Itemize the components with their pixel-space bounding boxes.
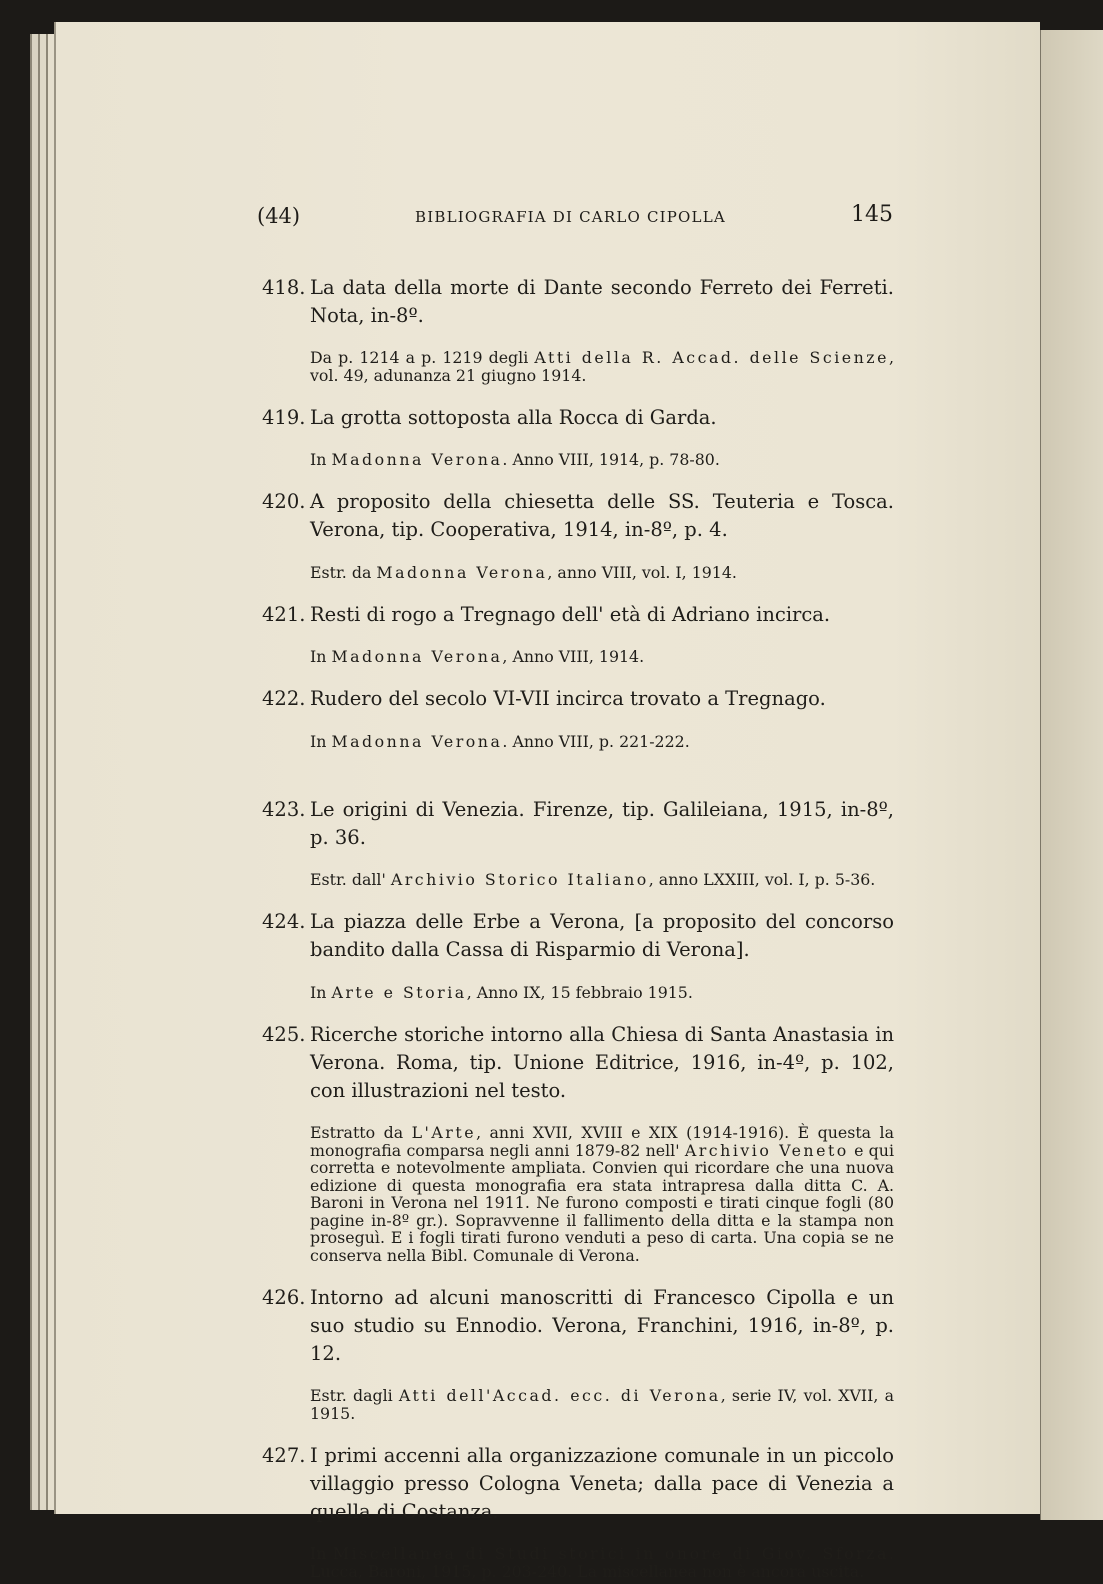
note-source: L'Arte bbox=[411, 1123, 477, 1142]
note-text: In bbox=[310, 982, 332, 1002]
entry-number: 425. bbox=[262, 1022, 306, 1046]
note-source: Madonna Verona bbox=[331, 731, 503, 751]
entry-note bbox=[262, 733, 894, 751]
note-text: In bbox=[310, 450, 332, 469]
entry-title: Le origini di Venezia. Firenze, tip. Galileiana, 1915, in-8º, p. 36. bbox=[310, 797, 894, 849]
note-source: Madonna Verona bbox=[331, 647, 503, 666]
entry-note bbox=[262, 451, 894, 469]
note-text: , Anno VIII, 1914. bbox=[502, 647, 645, 666]
note-text: . Anno VIII, 1914, p. 78-80. bbox=[502, 450, 720, 469]
entry-title: La piazza delle Erbe a Verona, [a proposito del concorso bandito dalla Cassa di Risparmio di Verona]. bbox=[310, 910, 894, 961]
entry-418 bbox=[262, 274, 894, 385]
entry-note bbox=[262, 1124, 894, 1264]
entry-number: 422. bbox=[262, 687, 306, 710]
entry-text bbox=[262, 404, 894, 432]
entry-420 bbox=[262, 488, 894, 581]
note-source: Madonna Verona bbox=[376, 562, 548, 582]
note-text: , anno LXXIII, vol. I, p. 5-36. bbox=[648, 870, 876, 889]
entry-424 bbox=[262, 908, 894, 1001]
entry-title: Intorno ad alcuni manoscritti di Francesco Cipolla e un suo studio su Ennodio. Verona, Franchini, 1916, in-8º, p. 12. bbox=[310, 1285, 894, 1365]
note-text: In bbox=[310, 647, 332, 666]
note-text: e qui corretta e notevolmente ampliata. Convien qui ricordare che una nuova edizione di questa monografia era stata intrapresa dalla ditta C. A. Baroni in Verona nel 1911. Ne furono composti e tirati cinque fogli (80 pagine in-8º gr.). Sopravvenne il fallimento della ditta e la stampa non proseguì. E i fogli tirati furono venduti a peso di carta. Una copia se ne conserva nella Bibl. Comunale di Verona. bbox=[310, 1140, 895, 1265]
entry-note bbox=[262, 564, 894, 582]
note-text: , serie IV, vol. XVII, a 1915. bbox=[310, 1386, 894, 1423]
facing-page-edge bbox=[1040, 30, 1103, 1520]
entry-text bbox=[262, 796, 894, 852]
note-text: . Lucca, Baroni, 1915, p. 203-240. La miscellanea non è ancora uscita. bbox=[310, 1544, 894, 1581]
entry-number: 427. bbox=[262, 1443, 306, 1467]
entry-title: A proposito della chiesetta delle SS. Teuteria e Tosca. Verona, tip. Cooperativa, 1914, in-8º, p. 4. bbox=[310, 490, 894, 541]
entry-title: La data della morte di Dante secondo Ferreto dei Ferreti. Nota, in-8º. bbox=[310, 275, 894, 327]
entry-note bbox=[262, 871, 894, 889]
entry-number: 419. bbox=[262, 405, 306, 429]
note-text: , anno VIII, vol. I, 1914. bbox=[547, 562, 737, 582]
entry-note bbox=[262, 349, 894, 384]
entry-text bbox=[262, 488, 894, 544]
entry-426 bbox=[262, 1284, 894, 1423]
entry-note bbox=[262, 648, 894, 666]
entry-number: 418. bbox=[262, 275, 306, 299]
entry-419 bbox=[262, 404, 894, 469]
page-number: 145 bbox=[851, 202, 893, 227]
bibliography-list bbox=[262, 254, 894, 1584]
entry-title: La grotta sottoposta alla Rocca di Garda. bbox=[310, 405, 717, 429]
entry-text bbox=[262, 908, 894, 964]
entry-421 bbox=[262, 601, 894, 666]
note-source: Archivio Storico Italiano bbox=[390, 870, 649, 889]
entry-number: 424. bbox=[262, 910, 306, 933]
note-source: Miscellanea di Studi storici in onore di Giov. Sforza bbox=[332, 1544, 889, 1563]
note-text: Estr. da bbox=[310, 562, 377, 582]
entry-text bbox=[262, 1284, 894, 1368]
entry-422 bbox=[262, 685, 894, 750]
entry-425 bbox=[262, 1021, 894, 1265]
header-page-ref: (44) bbox=[257, 204, 301, 228]
header-title: BIBLIOGRAFIA DI CARLO CIPOLLA bbox=[415, 208, 726, 226]
note-text: , anni XVII, XVIII e XIX (1914-1916). È questa la monografia comparsa negli anni 1879-82 nell' bbox=[310, 1123, 894, 1160]
entry-text bbox=[262, 274, 894, 330]
note-text: Estr. dagli bbox=[310, 1386, 399, 1405]
note-source: Arte e Storia bbox=[331, 982, 467, 1002]
note-text: Estratto da bbox=[310, 1123, 412, 1142]
note-text: In bbox=[310, 731, 332, 751]
entry-note bbox=[262, 984, 894, 1002]
note-source: Archivio Veneto bbox=[684, 1140, 849, 1160]
entry-note bbox=[262, 1545, 894, 1580]
entry-text bbox=[262, 685, 894, 713]
entry-title: Ricerche storiche intorno alla Chiesa di Santa Anastasia in Verona. Roma, tip. Unione Editrice, 1916, in-4º, p. 102, con illustrazioni nel testo. bbox=[310, 1022, 894, 1102]
note-text: , vol. 49, adunanza 21 giugno 1914. bbox=[310, 348, 895, 385]
note-source: Madonna Verona bbox=[331, 450, 503, 469]
entry-text bbox=[262, 1442, 894, 1526]
note-text: Estr. dall' bbox=[310, 870, 391, 889]
entry-number: 421. bbox=[262, 602, 306, 626]
entry-number: 426. bbox=[262, 1285, 306, 1309]
note-text: In bbox=[310, 1544, 333, 1563]
entry-number: 420. bbox=[262, 490, 306, 513]
entry-text bbox=[262, 1021, 894, 1105]
entry-title: Rudero del secolo VI-VII incirca trovato a Tregnago. bbox=[310, 687, 826, 710]
note-source: Atti della R. Accad. delle Scienze bbox=[534, 348, 889, 367]
entry-text bbox=[262, 601, 894, 629]
entry-number: 423. bbox=[262, 797, 306, 821]
entry-title: Resti di rogo a Tregnago dell' età di Adriano incirca. bbox=[310, 602, 831, 626]
entry-title: I primi accenni alla organizzazione comunale in un piccolo villaggio presso Cologna Veneta; dalla pace di Venezia a quella di Costanza. bbox=[310, 1443, 894, 1523]
note-source: Atti dell'Accad. ecc. di Verona bbox=[398, 1386, 721, 1405]
section-gap bbox=[262, 754, 894, 776]
entry-427 bbox=[262, 1442, 894, 1581]
running-header bbox=[257, 202, 893, 232]
note-text: , Anno IX, 15 febbraio 1915. bbox=[466, 982, 693, 1002]
entry-note bbox=[262, 1387, 894, 1422]
note-text: Da p. 1214 a p. 1219 degli bbox=[310, 348, 535, 367]
entry-423 bbox=[262, 796, 894, 889]
note-text: . Anno VIII, p. 221-222. bbox=[502, 731, 690, 751]
